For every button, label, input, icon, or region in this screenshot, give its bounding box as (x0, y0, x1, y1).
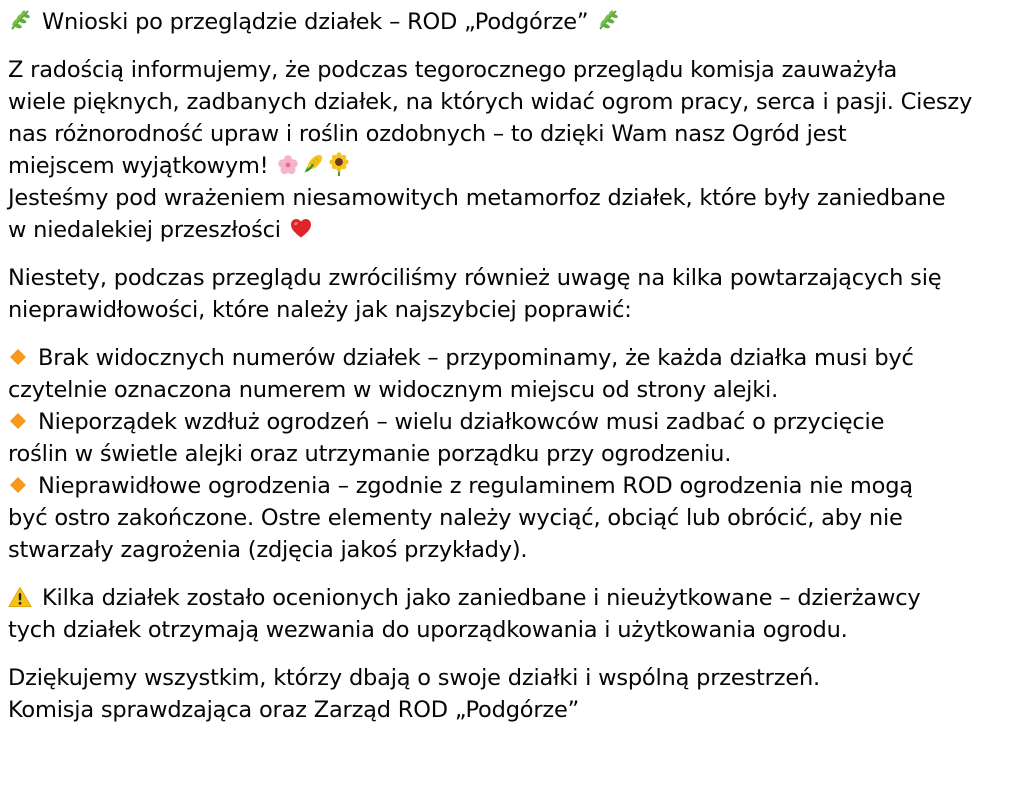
intro-line-with-emojis (8, 150, 1016, 182)
post-body (8, 6, 1016, 726)
issue-item-text: Nieporządek wzdłuż ogrodzeń – wielu działkowców musi zadbać o przycięcie (38, 409, 885, 435)
intro-line: nas różnorodność upraw i roślin ozdobnych – to dzięki Wam nasz Ogród jest (8, 121, 847, 147)
warning-first-line (8, 582, 1016, 614)
intro-paragraph (8, 54, 1016, 246)
issue-item-first-line (8, 406, 1016, 438)
issue-item-first-line (8, 342, 1016, 374)
problems-line: nieprawidłowości, które należy jak najszybciej poprawić: (8, 297, 632, 323)
warning-line: tych działek otrzymają wezwania do uporządkowania i użytkowania ogrodu. (8, 617, 848, 643)
problems-line: Niestety, podczas przeglądu zwróciliśmy również uwagę na kilka powtarzających się (8, 265, 942, 291)
warning-text: Kilka działek zostało ocenionych jako zaniedbane i nieużytkowane – dzierżawcy (42, 585, 921, 611)
intro-line: Z radością informujemy, że podczas tegorocznego przeglądu komisja zauważyła (8, 57, 898, 83)
problems-paragraph (8, 262, 1016, 326)
intro-line: miejscem wyjątkowym! (8, 153, 269, 179)
closing-line: Dziękujemy wszystkim, którzy dbają o swoje działki i wspólną przestrzeń. (8, 665, 820, 691)
intro-line: Jesteśmy pod wrażeniem niesamowitych metamorfoz działek, które były zaniedbane (8, 185, 946, 211)
issue-item-text: Nieprawidłowe ogrodzenia – zgodnie z regulaminem ROD ogrodzenia nie mogą (38, 473, 913, 499)
issue-item-text: Brak widocznych numerów działek – przypominamy, że każda działka musi być (38, 345, 914, 371)
red-heart-icon (289, 216, 313, 240)
intro-line: w niedalekiej przeszłości (8, 217, 281, 243)
issue-item (8, 342, 1016, 406)
herb-icon (596, 8, 620, 32)
intro-line-with-heart (8, 214, 1016, 246)
orange-diamond-icon (8, 410, 28, 432)
issues-list (8, 342, 1016, 566)
warning-icon (8, 586, 32, 608)
issue-item-line: być ostro zakończone. Ostre elementy należy wyciąć, obciąć lub obrócić, aby nie (8, 505, 903, 531)
post-title-paragraph (8, 6, 1016, 38)
signature-line: Komisja sprawdzająca oraz Zarząd ROD „Podgórze” (8, 697, 580, 723)
warning-paragraph (8, 582, 1016, 646)
issue-item-line: czytelnie oznaczona numerem w widocznym miejscu od strony alejki. (8, 377, 779, 403)
sunflower-icon (327, 152, 351, 176)
issue-item-first-line (8, 470, 1016, 502)
issue-item (8, 470, 1016, 566)
post-title-line (8, 6, 1016, 38)
orange-diamond-icon (8, 346, 28, 368)
corn-icon (301, 152, 325, 176)
orange-diamond-icon (8, 474, 28, 496)
issue-item-line: stwarzały zagrożenia (zdjęcia jakoś przykłady). (8, 537, 528, 563)
issue-item (8, 406, 1016, 470)
closing-paragraph (8, 662, 1016, 726)
herb-icon (8, 8, 32, 32)
issue-item-line: roślin w świetle alejki oraz utrzymanie porządku przy ogrodzeniu. (8, 441, 732, 467)
intro-line: wiele pięknych, zadbanych działek, na których widać ogrom pracy, serca i pasji. Cieszy (8, 89, 973, 115)
post-title: Wnioski po przeglądzie działek – ROD „Podgórze” (42, 9, 589, 35)
cherry-blossom-icon (277, 154, 299, 176)
